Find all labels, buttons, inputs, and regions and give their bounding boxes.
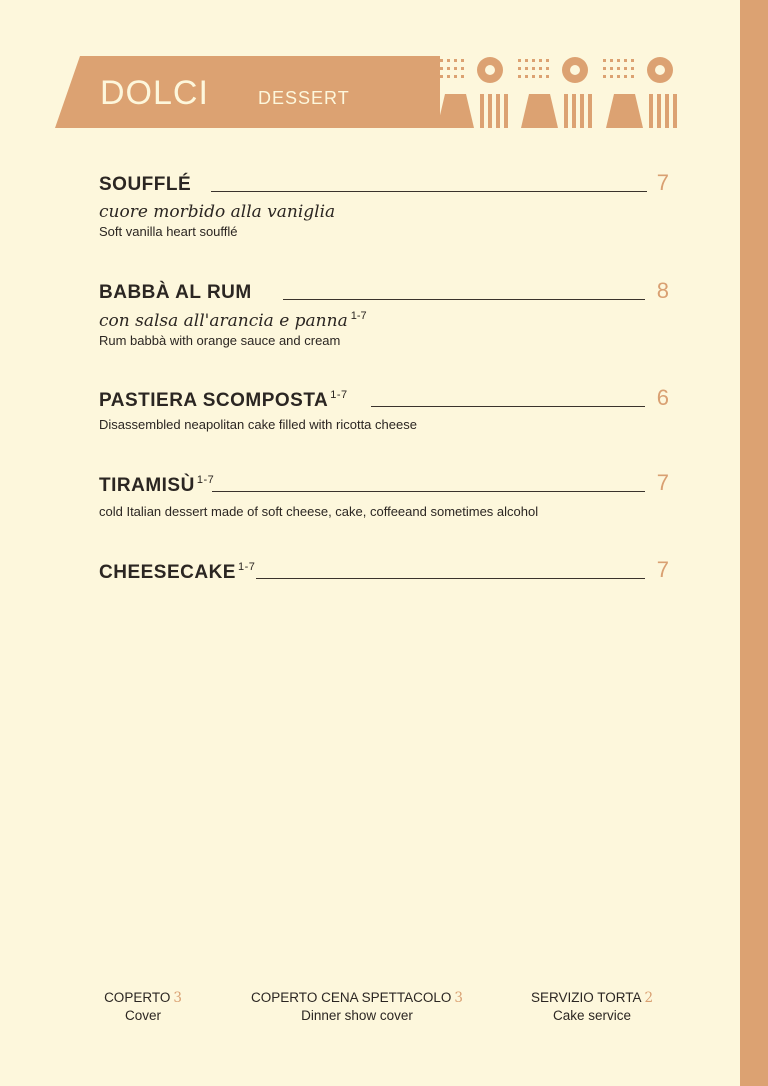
item-english-description: cold Italian dessert made of soft cheese, cake, coffeeand sometimes alcohol [99,504,539,519]
allergen-codes: 1-7 [330,389,348,401]
leader-line [371,406,645,407]
item-name: TIRAMISÙ $^{1-7}$ [99,474,215,496]
page-subtitle: DESSERT [258,88,350,108]
leader-line [211,191,647,192]
item-italian-description: con salsa all'arancia e panna $^{1-7}$ [99,310,367,331]
menu-item [99,557,669,587]
menu-item [99,385,669,432]
item-price: 6 [656,385,669,410]
item-english-description: Disassembled neapolitan cake filled with ricotta cheese [99,417,417,432]
menu-item [99,278,669,348]
footer-cover: COPERTO 3 Cover [104,990,182,1023]
item-price: 7 [656,170,669,195]
item-price: 8 [656,278,669,303]
item-italian-description: cuore morbido alla vaniglia [99,202,336,222]
leader-line [212,491,645,492]
footer-cake-service: SERVIZIO TORTA 2 Cake service [530,990,654,1023]
item-price: 7 [656,470,669,495]
footer-dinner-show-cover: COPERTO CENA SPETTACOLO 3 Dinner show cover [251,990,463,1023]
item-english-description: Soft vanilla heart soufflé [99,224,238,239]
page-title: DOLCI [100,74,209,112]
leader-line [256,578,645,579]
menu-item [99,170,669,239]
menu-item [99,470,669,519]
item-name: CHEESECAKE $^{1-7}$ [99,561,256,583]
allergen-codes: 1-7 [196,474,215,486]
item-name: BABBÀ AL RUM [99,282,252,303]
item-name: PASTIERA SCOMPOSTA $^{1-7}$ [99,389,348,411]
allergen-codes: 1-7 [350,310,367,322]
item-name: SOUFFLÉ [99,174,192,195]
allergen-codes: 1-7 [237,561,256,573]
item-price: 7 [656,557,669,582]
item-english-description: Rum babbà with orange sauce and cream [99,333,341,348]
leader-line [283,299,645,300]
side-stripe [740,0,768,1086]
